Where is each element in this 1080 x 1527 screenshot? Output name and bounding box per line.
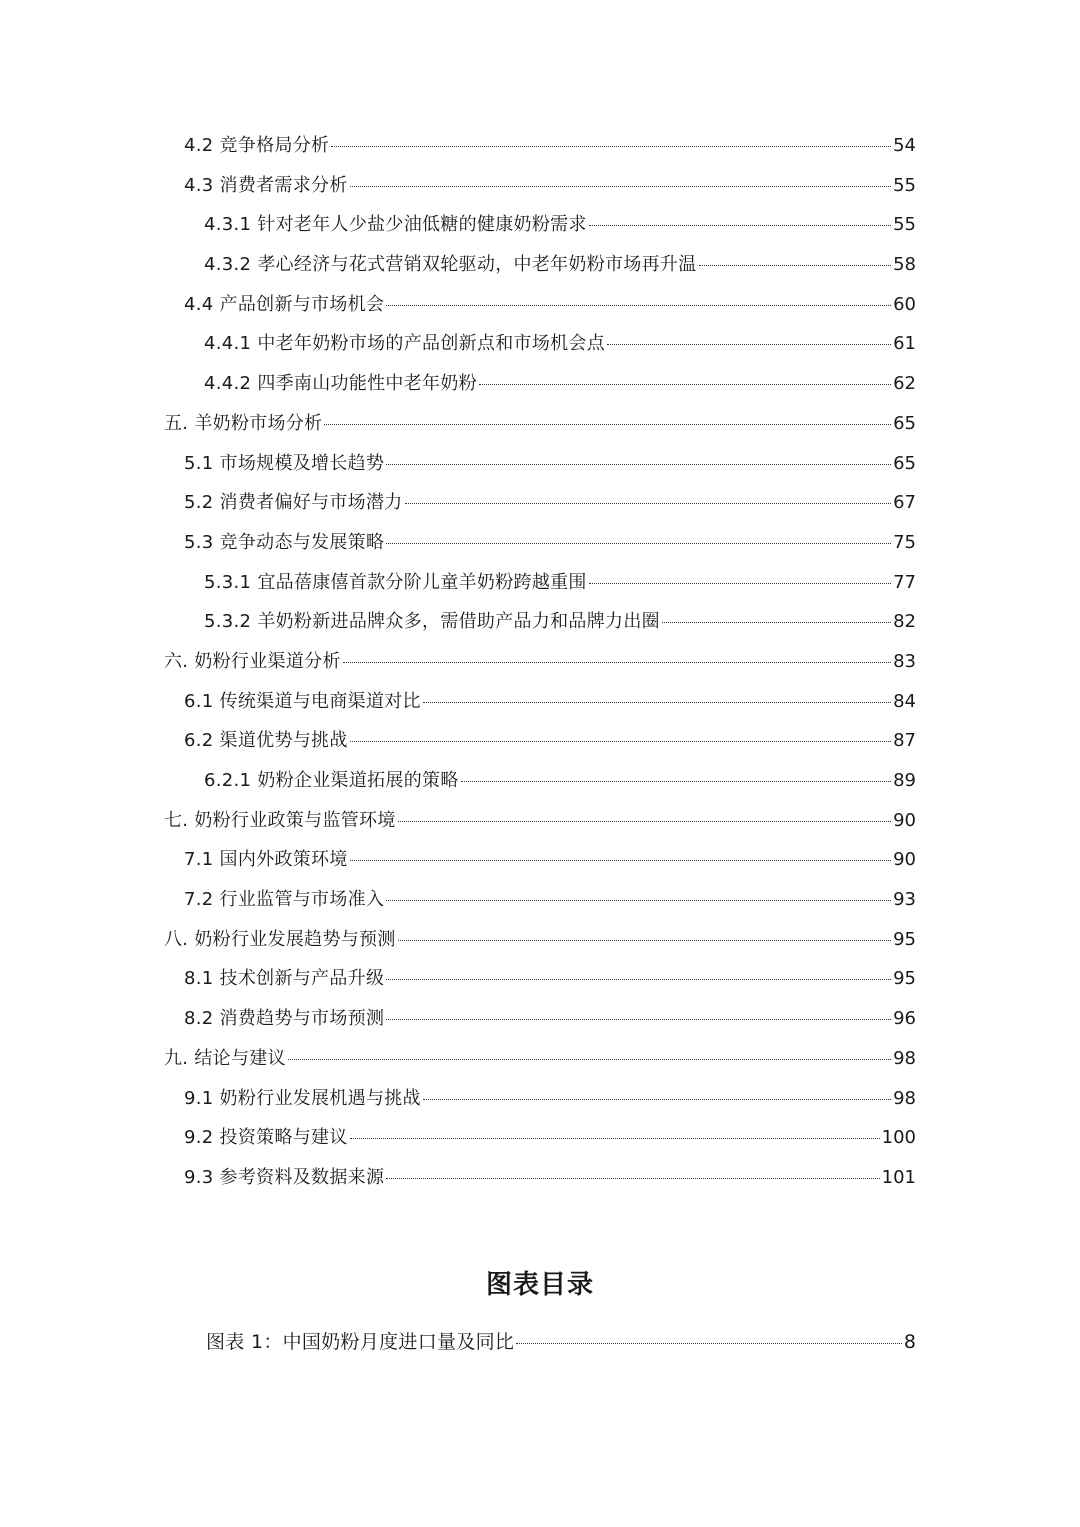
toc-entry[interactable] bbox=[164, 563, 916, 603]
toc-entry-title: 八. 奶粉行业发展趋势与预测 bbox=[164, 928, 396, 950]
toc-entry-page-number: 55 bbox=[893, 174, 916, 196]
toc-entry-title: 6.2.1 奶粉企业渠道拓展的策略 bbox=[204, 770, 459, 791]
toc-entry-title: 五. 羊奶粉市场分析 bbox=[164, 412, 323, 434]
dot-leader bbox=[386, 1019, 891, 1020]
toc-entry-title: 5.3.2 羊奶粉新进品牌众多，需借助产品力和品牌力出圈 bbox=[204, 611, 660, 633]
table-of-contents bbox=[164, 126, 916, 1198]
toc-entry-page-number: 95 bbox=[893, 968, 916, 990]
toc-entry-title: 4.4 产品创新与市场机会 bbox=[184, 293, 385, 315]
toc-entry-page-number: 83 bbox=[893, 650, 916, 672]
toc-entry-page-number: 82 bbox=[893, 611, 916, 633]
toc-entry[interactable] bbox=[164, 205, 916, 245]
toc-entry-page-number: 54 bbox=[893, 135, 916, 156]
toc-entry-title: 4.3.2 孝心经济与花式营销双轮驱动，中老年奶粉市场再升温 bbox=[204, 254, 697, 276]
dot-leader bbox=[405, 503, 892, 504]
toc-entry[interactable] bbox=[164, 245, 916, 285]
toc-entry-page-number: 75 bbox=[893, 531, 916, 553]
dot-leader bbox=[386, 1178, 879, 1179]
toc-entry-page-number: 100 bbox=[881, 1127, 916, 1149]
toc-entry-page-number: 90 bbox=[893, 849, 916, 871]
toc-entry[interactable] bbox=[164, 880, 916, 920]
dot-leader bbox=[607, 344, 891, 345]
toc-entry[interactable] bbox=[164, 761, 916, 801]
toc-entry[interactable] bbox=[164, 920, 916, 960]
toc-entry-title: 8.1 技术创新与产品升级 bbox=[184, 968, 385, 990]
toc-entry-page-number: 55 bbox=[893, 214, 916, 236]
figure-entry-page-number: 8 bbox=[903, 1331, 916, 1353]
toc-entry[interactable] bbox=[164, 642, 916, 682]
toc-entry-page-number: 84 bbox=[893, 690, 916, 712]
toc-entry-title: 6.1 传统渠道与电商渠道对比 bbox=[184, 690, 421, 712]
toc-entry-page-number: 93 bbox=[893, 889, 916, 911]
toc-entry-page-number: 89 bbox=[893, 770, 916, 791]
figure-entry[interactable] bbox=[206, 1322, 916, 1362]
dot-leader bbox=[386, 305, 891, 306]
dot-leader bbox=[386, 900, 891, 901]
toc-entry-page-number: 61 bbox=[893, 333, 916, 355]
dot-leader bbox=[589, 583, 891, 584]
dot-leader bbox=[423, 1099, 891, 1100]
toc-entry-page-number: 77 bbox=[893, 571, 916, 593]
dot-leader bbox=[516, 1343, 902, 1344]
dot-leader bbox=[386, 543, 891, 544]
dot-leader bbox=[331, 146, 891, 147]
toc-entry-title: 六. 奶粉行业渠道分析 bbox=[164, 650, 341, 672]
figure-entry-title: 图表 1：中国奶粉月度进口量及同比 bbox=[206, 1331, 515, 1353]
toc-entry[interactable] bbox=[164, 126, 916, 166]
toc-entry-title: 七. 奶粉行业政策与监管环境 bbox=[164, 809, 396, 831]
dot-leader bbox=[699, 265, 892, 266]
toc-entry[interactable] bbox=[164, 444, 916, 484]
dot-leader bbox=[398, 940, 891, 941]
toc-entry-page-number: 58 bbox=[893, 254, 916, 276]
dot-leader bbox=[350, 741, 891, 742]
toc-entry-title: 4.4.1 中老年奶粉市场的产品创新点和市场机会点 bbox=[204, 333, 606, 355]
toc-entry-title: 9.1 奶粉行业发展机遇与挑战 bbox=[184, 1087, 421, 1109]
toc-entry-title: 7.2 行业监管与市场准入 bbox=[184, 889, 385, 911]
toc-entry[interactable] bbox=[164, 404, 916, 444]
toc-entry[interactable] bbox=[164, 1039, 916, 1079]
toc-entry-page-number: 87 bbox=[893, 730, 916, 752]
dot-leader bbox=[350, 1138, 880, 1139]
toc-entry-title: 5.2 消费者偏好与市场潜力 bbox=[184, 492, 403, 514]
toc-entry-title: 9.3 参考资料及数据来源 bbox=[184, 1166, 385, 1188]
toc-entry-page-number: 65 bbox=[893, 452, 916, 474]
dot-leader bbox=[423, 702, 891, 703]
toc-entry[interactable] bbox=[164, 840, 916, 880]
toc-entry-page-number: 95 bbox=[893, 928, 916, 950]
toc-entry[interactable] bbox=[164, 324, 916, 364]
toc-entry[interactable] bbox=[164, 721, 916, 761]
dot-leader bbox=[461, 781, 891, 782]
toc-entry-title: 4.3.1 针对老年人少盐少油低糖的健康奶粉需求 bbox=[204, 214, 587, 236]
dot-leader bbox=[343, 662, 891, 663]
toc-entry[interactable] bbox=[164, 166, 916, 206]
toc-entry-title: 5.1 市场规模及增长趋势 bbox=[184, 452, 385, 474]
toc-entry-title: 4.4.2 四季南山功能性中老年奶粉 bbox=[204, 373, 477, 395]
dot-leader bbox=[350, 186, 891, 187]
toc-entry-title: 5.3 竞争动态与发展策略 bbox=[184, 531, 385, 553]
toc-entry-title: 8.2 消费趋势与市场预测 bbox=[184, 1008, 385, 1030]
figure-list-heading: 图表目录 bbox=[485, 1270, 594, 1300]
toc-entry[interactable] bbox=[164, 523, 916, 563]
toc-entry[interactable] bbox=[164, 999, 916, 1039]
toc-entry-page-number: 62 bbox=[893, 373, 916, 395]
toc-entry[interactable] bbox=[164, 483, 916, 523]
toc-entry[interactable] bbox=[164, 959, 916, 999]
dot-leader bbox=[350, 860, 891, 861]
figure-list bbox=[206, 1322, 916, 1362]
toc-entry-page-number: 65 bbox=[893, 412, 916, 434]
toc-entry[interactable] bbox=[164, 801, 916, 841]
toc-entry[interactable] bbox=[164, 285, 916, 325]
toc-entry-page-number: 98 bbox=[893, 1047, 916, 1069]
toc-entry-page-number: 101 bbox=[881, 1166, 916, 1188]
dot-leader bbox=[398, 821, 891, 822]
toc-entry-title: 4.3 消费者需求分析 bbox=[184, 174, 348, 196]
dot-leader bbox=[288, 1059, 891, 1060]
dot-leader bbox=[324, 424, 891, 425]
toc-entry-title: 9.2 投资策略与建议 bbox=[184, 1127, 348, 1149]
dot-leader bbox=[479, 384, 891, 385]
toc-entry-title: 5.3.1 宜品蓓康僖首款分阶儿童羊奶粉跨越重围 bbox=[204, 571, 587, 593]
toc-entry[interactable] bbox=[164, 602, 916, 642]
toc-entry[interactable] bbox=[164, 1079, 916, 1119]
toc-entry-page-number: 98 bbox=[893, 1087, 916, 1109]
dot-leader bbox=[386, 464, 891, 465]
toc-entry-title: 7.1 国内外政策环境 bbox=[184, 849, 348, 871]
dot-leader bbox=[662, 622, 891, 623]
toc-entry[interactable] bbox=[164, 682, 916, 722]
toc-entry-page-number: 67 bbox=[893, 492, 916, 514]
toc-entry-title: 6.2 渠道优势与挑战 bbox=[184, 730, 348, 752]
toc-entry-page-number: 60 bbox=[893, 293, 916, 315]
toc-entry[interactable] bbox=[164, 364, 916, 404]
dot-leader bbox=[589, 225, 891, 226]
toc-entry-page-number: 96 bbox=[893, 1008, 916, 1030]
dot-leader bbox=[386, 979, 891, 980]
toc-entry-page-number: 90 bbox=[893, 809, 916, 831]
toc-entry[interactable] bbox=[164, 1118, 916, 1158]
toc-entry-title: 九. 结论与建议 bbox=[164, 1047, 286, 1069]
toc-entry-title: 4.2 竞争格局分析 bbox=[184, 135, 330, 156]
toc-entry[interactable] bbox=[164, 1158, 916, 1198]
